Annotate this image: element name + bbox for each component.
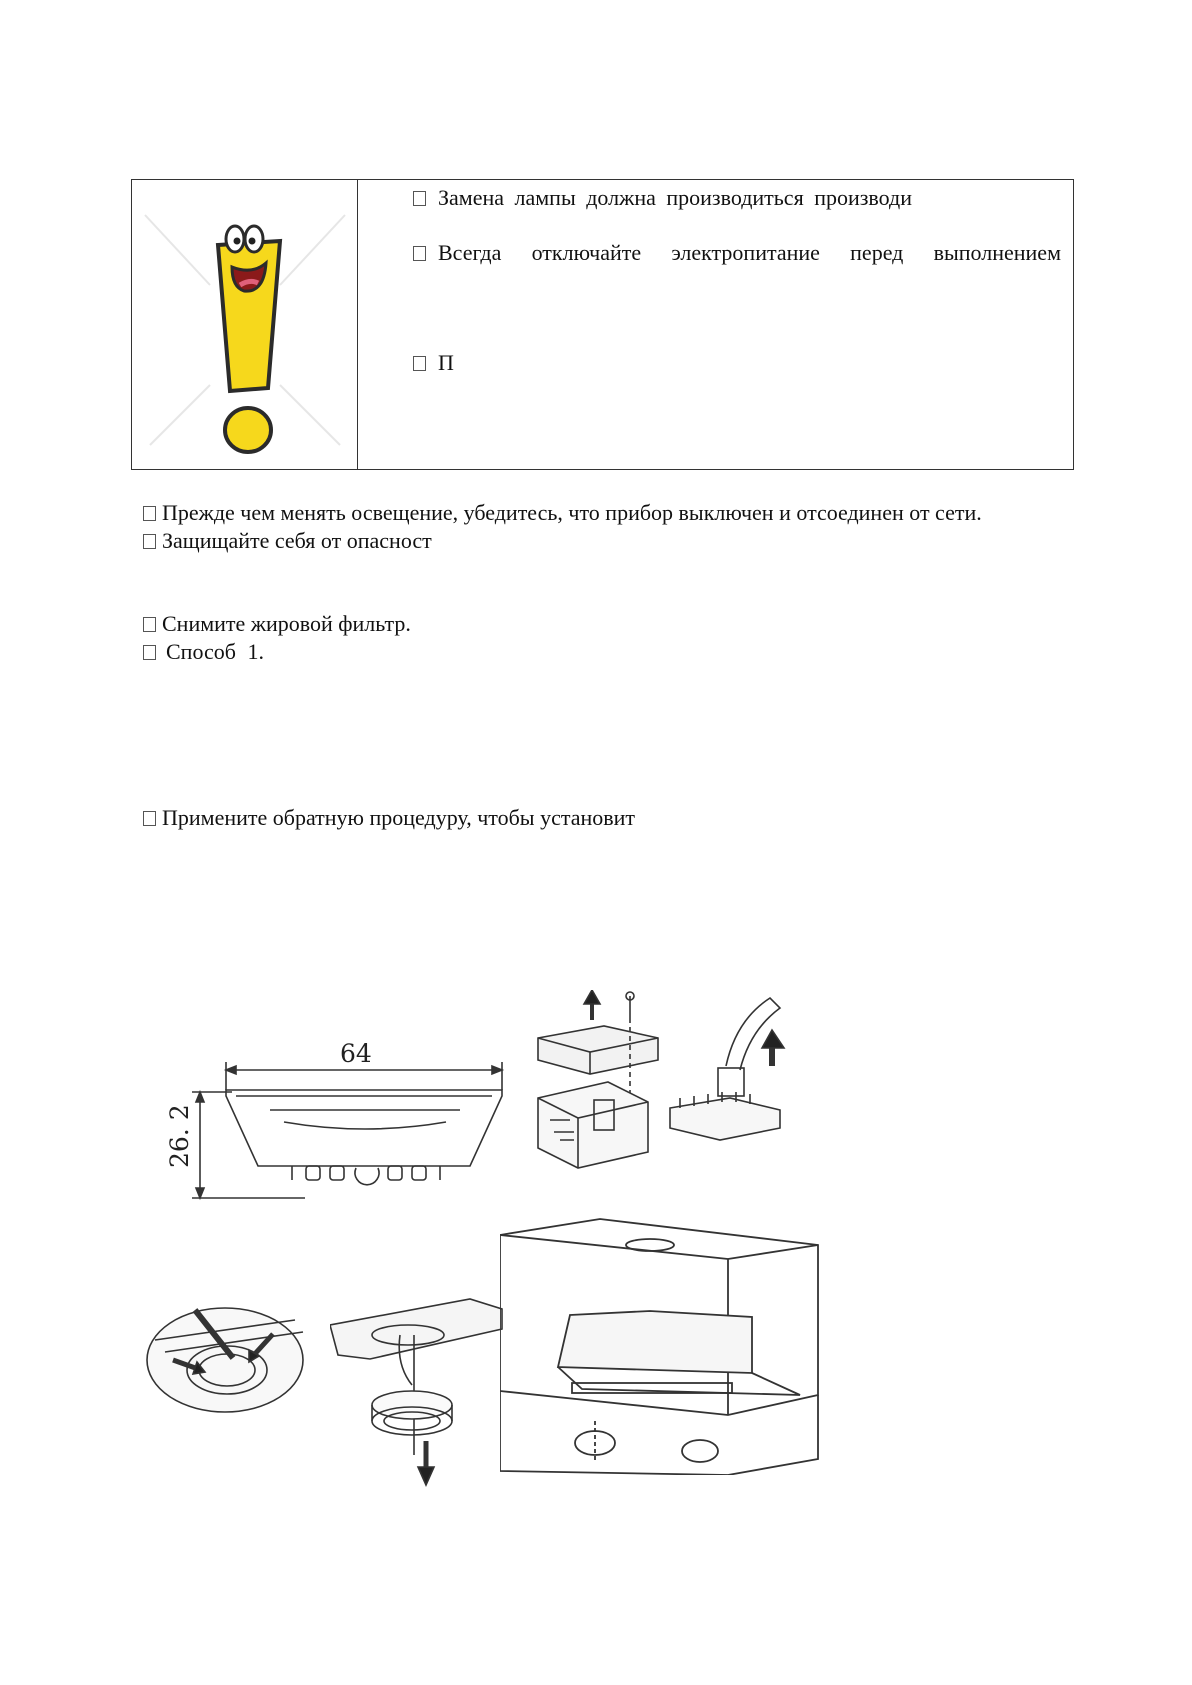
lamp-clips-detail-drawing — [145, 1300, 315, 1420]
bullet-icon — [413, 356, 426, 371]
bullet-icon — [143, 506, 156, 521]
bullet-icon — [143, 811, 156, 826]
warning-line-3: П — [413, 350, 454, 376]
dimension-width-label: 64 — [340, 1040, 372, 1068]
bullet-icon — [143, 534, 156, 549]
bullet-icon — [143, 645, 156, 660]
instruction-line-4: Способ 1. — [143, 639, 264, 665]
cooker-hood-cabinet-drawing — [500, 1215, 830, 1475]
warning-line-1: Замена лампы должна производиться производи — [413, 185, 912, 211]
warning-box — [131, 179, 1074, 470]
bullet-icon — [413, 246, 426, 261]
instruction-line-1: Прежде чем менять освещение, убедитесь, что прибор выключен и отсоединен от сети. — [143, 500, 982, 526]
terminal-box-exploded-drawing — [530, 990, 840, 1190]
instruction-line-2: Защищайте себя от опасност — [143, 528, 432, 554]
exclamation-mascot-icon — [140, 195, 350, 460]
lamp-dimension-drawing — [160, 1040, 520, 1205]
instruction-line-5: Примените обратную процедуру, чтобы установит — [143, 805, 635, 831]
table-divider — [357, 180, 358, 469]
bullet-icon — [143, 617, 156, 632]
dimension-height-label: 26. 2 — [165, 1104, 194, 1168]
instruction-line-3: Снимите жировой фильтр. — [143, 611, 411, 637]
warning-line-2: Всегда отключайте электропитание перед выполнением — [413, 240, 1061, 266]
bullet-icon — [413, 191, 426, 206]
lamp-removal-drawing — [330, 1295, 510, 1490]
